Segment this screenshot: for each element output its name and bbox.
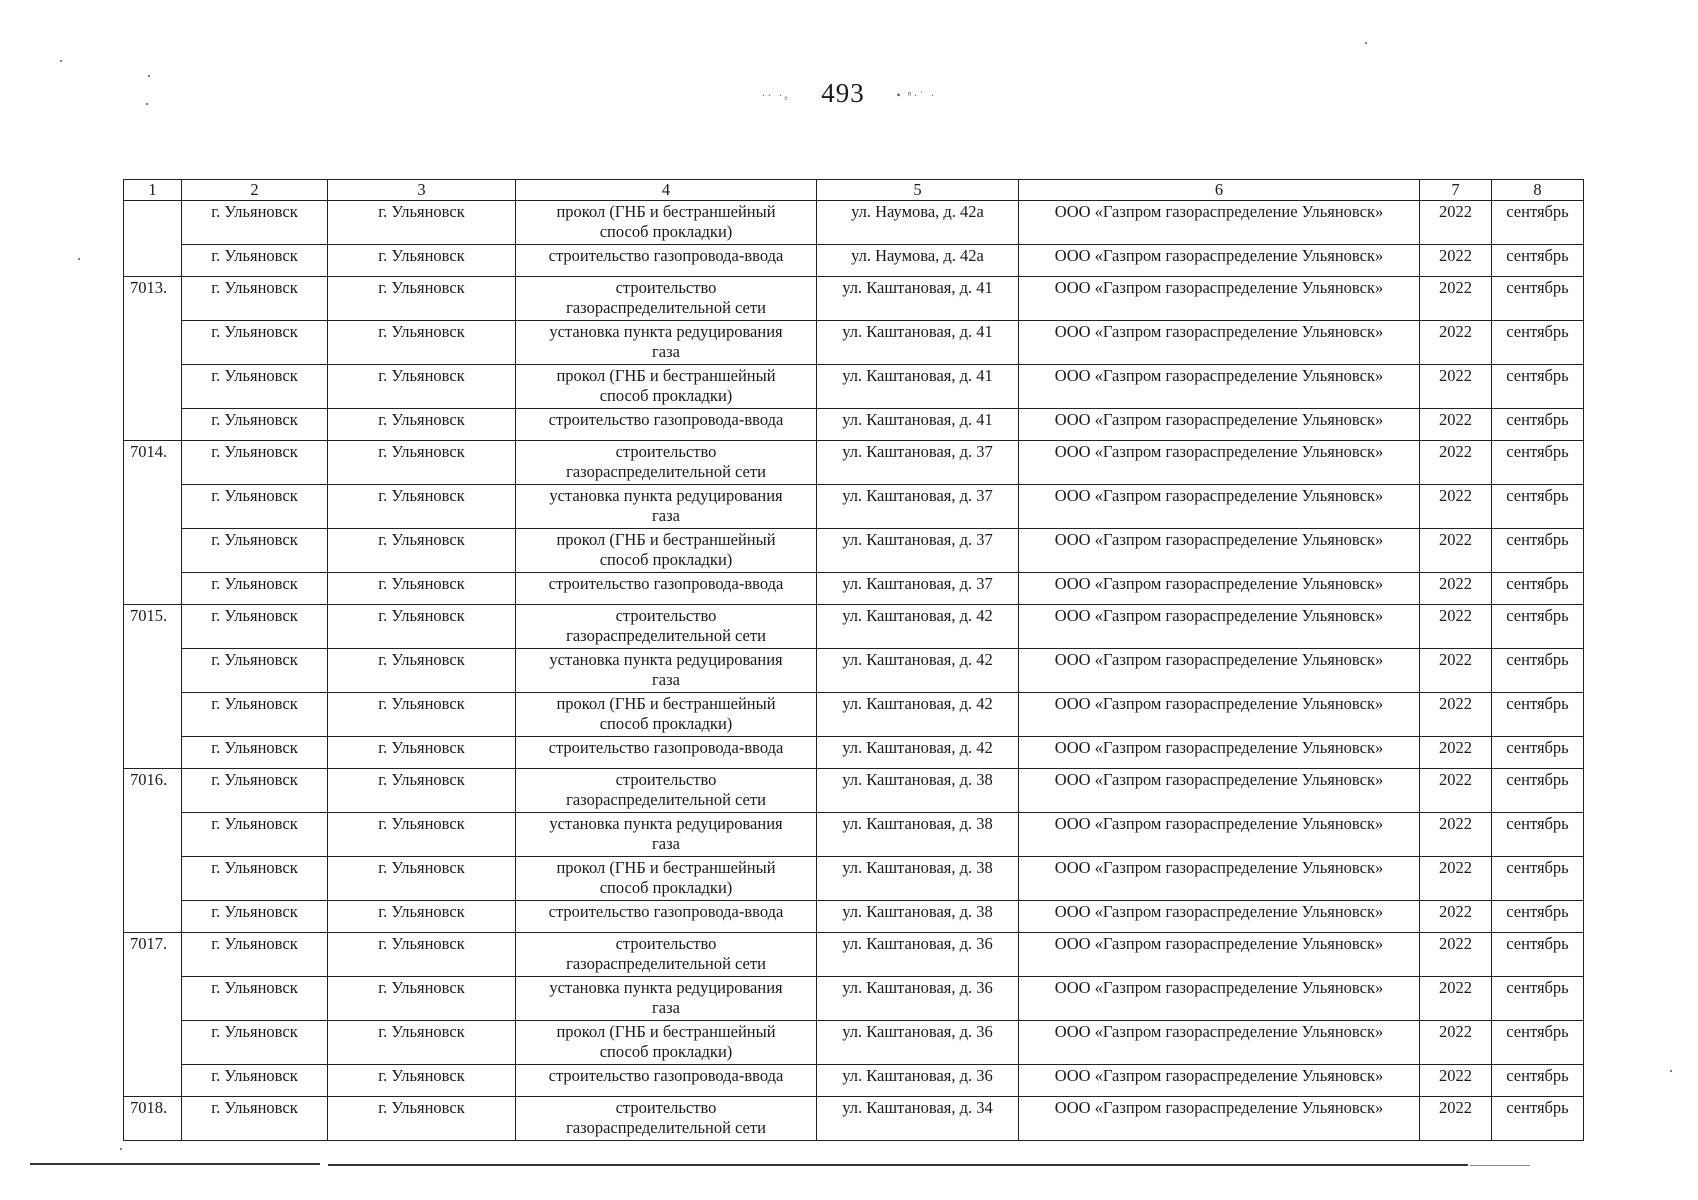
address-cell: ул. Наумова, д. 42а: [817, 245, 1019, 277]
table-row: [124, 977, 1584, 1021]
work-type-cell: прокол (ГНБ и бестраншейный способ прокладки): [516, 857, 817, 901]
district-cell: г. Ульяновск: [182, 977, 328, 1021]
year-cell: 2022: [1420, 409, 1492, 441]
table-row: [124, 409, 1584, 441]
year-cell: 2022: [1420, 737, 1492, 769]
month-cell: сентябрь: [1492, 857, 1584, 901]
district-cell: г. Ульяновск: [182, 485, 328, 529]
district-cell: г. Ульяновск: [182, 529, 328, 573]
registry-table: [123, 179, 1584, 1141]
organization-cell: ООО «Газпром газораспределение Ульяновск»: [1019, 605, 1420, 649]
locality-cell: г. Ульяновск: [328, 441, 516, 485]
address-cell: ул. Каштановая, д. 38: [817, 857, 1019, 901]
scan-speck: [146, 103, 148, 105]
work-type-cell: установка пункта редуцирования газа: [516, 813, 817, 857]
work-type-cell: строительство газораспределительной сети: [516, 769, 817, 813]
table-row: [124, 693, 1584, 737]
item-number-cell: 7017.: [124, 933, 182, 1097]
locality-cell: г. Ульяновск: [328, 977, 516, 1021]
table-row: [124, 573, 1584, 605]
work-type-cell: строительство газораспределительной сети: [516, 441, 817, 485]
month-cell: сентябрь: [1492, 277, 1584, 321]
year-cell: 2022: [1420, 857, 1492, 901]
header-row: [124, 180, 1584, 201]
address-cell: ул. Каштановая, д. 42: [817, 605, 1019, 649]
organization-cell: ООО «Газпром газораспределение Ульяновск»: [1019, 649, 1420, 693]
organization-cell: ООО «Газпром газораспределение Ульяновск»: [1019, 857, 1420, 901]
address-cell: ул. Каштановая, д. 36: [817, 977, 1019, 1021]
work-type-cell: строительство газораспределительной сети: [516, 605, 817, 649]
table-row: [124, 245, 1584, 277]
column-header: 8: [1492, 180, 1584, 201]
month-cell: сентябрь: [1492, 201, 1584, 245]
district-cell: г. Ульяновск: [182, 857, 328, 901]
scan-speck: [60, 60, 62, 62]
table-row: [124, 1097, 1584, 1141]
district-cell: г. Ульяновск: [182, 769, 328, 813]
month-cell: сентябрь: [1492, 605, 1584, 649]
work-type-cell: строительство газопровода-ввода: [516, 245, 817, 277]
organization-cell: ООО «Газпром газораспределение Ульяновск»: [1019, 485, 1420, 529]
work-type-cell: прокол (ГНБ и бестраншейный способ прокладки): [516, 201, 817, 245]
month-cell: сентябрь: [1492, 977, 1584, 1021]
work-type-cell: прокол (ГНБ и бестраншейный способ прокладки): [516, 693, 817, 737]
work-type-cell: строительство газопровода-ввода: [516, 409, 817, 441]
month-cell: сентябрь: [1492, 1097, 1584, 1141]
table-row: [124, 737, 1584, 769]
district-cell: г. Ульяновск: [182, 441, 328, 485]
district-cell: г. Ульяновск: [182, 201, 328, 245]
scan-border-line: [30, 1163, 320, 1165]
year-cell: 2022: [1420, 1065, 1492, 1097]
organization-cell: ООО «Газпром газораспределение Ульяновск»: [1019, 529, 1420, 573]
address-cell: ул. Каштановая, д. 37: [817, 573, 1019, 605]
work-type-cell: прокол (ГНБ и бестраншейный способ прокладки): [516, 529, 817, 573]
page-number: [0, 78, 1698, 109]
work-type-cell: установка пункта редуцирования газа: [516, 321, 817, 365]
district-cell: г. Ульяновск: [182, 1097, 328, 1141]
table-row: [124, 769, 1584, 813]
work-type-cell: строительство газораспределительной сети: [516, 1097, 817, 1141]
column-header: 5: [817, 180, 1019, 201]
year-cell: 2022: [1420, 1097, 1492, 1141]
district-cell: г. Ульяновск: [182, 605, 328, 649]
locality-cell: г. Ульяновск: [328, 901, 516, 933]
item-number-cell: 7014.: [124, 441, 182, 605]
scan-smudge-left: ·· ·ₑ: [761, 88, 790, 103]
organization-cell: ООО «Газпром газораспределение Ульяновск»: [1019, 901, 1420, 933]
locality-cell: г. Ульяновск: [328, 813, 516, 857]
year-cell: 2022: [1420, 201, 1492, 245]
month-cell: сентябрь: [1492, 649, 1584, 693]
year-cell: 2022: [1420, 693, 1492, 737]
month-cell: сентябрь: [1492, 441, 1584, 485]
locality-cell: г. Ульяновск: [328, 1065, 516, 1097]
organization-cell: ООО «Газпром газораспределение Ульяновск»: [1019, 1065, 1420, 1097]
organization-cell: ООО «Газпром газораспределение Ульяновск»: [1019, 409, 1420, 441]
scan-speck: [1365, 42, 1367, 44]
locality-cell: г. Ульяновск: [328, 409, 516, 441]
organization-cell: ООО «Газпром газораспределение Ульяновск»: [1019, 813, 1420, 857]
locality-cell: г. Ульяновск: [328, 573, 516, 605]
table-row: [124, 901, 1584, 933]
address-cell: ул. Каштановая, д. 42: [817, 649, 1019, 693]
work-type-cell: прокол (ГНБ и бестраншейный способ прокладки): [516, 365, 817, 409]
month-cell: сентябрь: [1492, 529, 1584, 573]
month-cell: сентябрь: [1492, 769, 1584, 813]
locality-cell: г. Ульяновск: [328, 737, 516, 769]
year-cell: 2022: [1420, 605, 1492, 649]
organization-cell: ООО «Газпром газораспределение Ульяновск»: [1019, 441, 1420, 485]
district-cell: г. Ульяновск: [182, 573, 328, 605]
year-cell: 2022: [1420, 441, 1492, 485]
table-row: [124, 441, 1584, 485]
table-row: [124, 365, 1584, 409]
table-row: [124, 277, 1584, 321]
locality-cell: г. Ульяновск: [328, 365, 516, 409]
locality-cell: г. Ульяновск: [328, 605, 516, 649]
locality-cell: г. Ульяновск: [328, 277, 516, 321]
organization-cell: ООО «Газпром газораспределение Ульяновск»: [1019, 1021, 1420, 1065]
locality-cell: г. Ульяновск: [328, 769, 516, 813]
work-type-cell: строительство газораспределительной сети: [516, 277, 817, 321]
table-row: [124, 813, 1584, 857]
district-cell: г. Ульяновск: [182, 321, 328, 365]
column-header: 4: [516, 180, 817, 201]
work-type-cell: установка пункта редуцирования газа: [516, 649, 817, 693]
year-cell: 2022: [1420, 813, 1492, 857]
month-cell: сентябрь: [1492, 901, 1584, 933]
year-cell: 2022: [1420, 649, 1492, 693]
work-type-cell: строительство газораспределительной сети: [516, 933, 817, 977]
item-number-cell: 7018.: [124, 1097, 182, 1141]
table-row: [124, 605, 1584, 649]
column-header: 3: [328, 180, 516, 201]
organization-cell: ООО «Газпром газораспределение Ульяновск»: [1019, 277, 1420, 321]
month-cell: сентябрь: [1492, 365, 1584, 409]
locality-cell: г. Ульяновск: [328, 529, 516, 573]
district-cell: г. Ульяновск: [182, 649, 328, 693]
address-cell: ул. Каштановая, д. 42: [817, 693, 1019, 737]
year-cell: 2022: [1420, 485, 1492, 529]
work-type-cell: строительство газопровода-ввода: [516, 1065, 817, 1097]
district-cell: г. Ульяновск: [182, 245, 328, 277]
organization-cell: ООО «Газпром газораспределение Ульяновск»: [1019, 693, 1420, 737]
year-cell: 2022: [1420, 277, 1492, 321]
year-cell: 2022: [1420, 901, 1492, 933]
locality-cell: г. Ульяновск: [328, 245, 516, 277]
address-cell: ул. Каштановая, д. 34: [817, 1097, 1019, 1141]
month-cell: сентябрь: [1492, 485, 1584, 529]
address-cell: ул. Каштановая, д. 42: [817, 737, 1019, 769]
table-row: [124, 321, 1584, 365]
address-cell: ул. Каштановая, д. 41: [817, 409, 1019, 441]
district-cell: г. Ульяновск: [182, 1065, 328, 1097]
locality-cell: г. Ульяновск: [328, 693, 516, 737]
district-cell: г. Ульяновск: [182, 813, 328, 857]
table-row: [124, 485, 1584, 529]
year-cell: 2022: [1420, 529, 1492, 573]
month-cell: сентябрь: [1492, 245, 1584, 277]
table-row: [124, 1021, 1584, 1065]
work-type-cell: установка пункта редуцирования газа: [516, 485, 817, 529]
year-cell: 2022: [1420, 365, 1492, 409]
organization-cell: ООО «Газпром газораспределение Ульяновск»: [1019, 573, 1420, 605]
item-number-cell: 7016.: [124, 769, 182, 933]
month-cell: сентябрь: [1492, 737, 1584, 769]
organization-cell: ООО «Газпром газораспределение Ульяновск»: [1019, 321, 1420, 365]
scan-speck: [148, 75, 150, 77]
address-cell: ул. Каштановая, д. 37: [817, 441, 1019, 485]
organization-cell: ООО «Газпром газораспределение Ульяновск»: [1019, 933, 1420, 977]
work-type-cell: строительство газопровода-ввода: [516, 737, 817, 769]
address-cell: ул. Каштановая, д. 41: [817, 277, 1019, 321]
locality-cell: г. Ульяновск: [328, 1097, 516, 1141]
address-cell: ул. Каштановая, д. 36: [817, 1021, 1019, 1065]
year-cell: 2022: [1420, 933, 1492, 977]
item-number-cell: [124, 201, 182, 277]
work-type-cell: прокол (ГНБ и бестраншейный способ прокладки): [516, 1021, 817, 1065]
district-cell: г. Ульяновск: [182, 901, 328, 933]
column-header: 6: [1019, 180, 1420, 201]
district-cell: г. Ульяновск: [182, 933, 328, 977]
year-cell: 2022: [1420, 769, 1492, 813]
column-header: 2: [182, 180, 328, 201]
item-number-cell: 7013.: [124, 277, 182, 441]
table-row: [124, 201, 1584, 245]
locality-cell: г. Ульяновск: [328, 201, 516, 245]
month-cell: сентябрь: [1492, 573, 1584, 605]
table-row: [124, 857, 1584, 901]
address-cell: ул. Наумова, д. 42а: [817, 201, 1019, 245]
address-cell: ул. Каштановая, д. 38: [817, 813, 1019, 857]
year-cell: 2022: [1420, 321, 1492, 365]
organization-cell: ООО «Газпром газораспределение Ульяновск»: [1019, 1097, 1420, 1141]
year-cell: 2022: [1420, 1021, 1492, 1065]
table-body: [124, 201, 1584, 1141]
district-cell: г. Ульяновск: [182, 409, 328, 441]
organization-cell: ООО «Газпром газораспределение Ульяновск»: [1019, 769, 1420, 813]
scan-speck: [120, 1148, 122, 1150]
column-header: 7: [1420, 180, 1492, 201]
locality-cell: г. Ульяновск: [328, 649, 516, 693]
district-cell: г. Ульяновск: [182, 1021, 328, 1065]
work-type-cell: установка пункта редуцирования газа: [516, 977, 817, 1021]
locality-cell: г. Ульяновск: [328, 321, 516, 365]
address-cell: ул. Каштановая, д. 38: [817, 769, 1019, 813]
month-cell: сентябрь: [1492, 933, 1584, 977]
locality-cell: г. Ульяновск: [328, 485, 516, 529]
scan-speck: [1670, 1070, 1672, 1072]
year-cell: 2022: [1420, 977, 1492, 1021]
scan-border-line: [1470, 1165, 1530, 1166]
locality-cell: г. Ульяновск: [328, 1021, 516, 1065]
locality-cell: г. Ульяновск: [328, 933, 516, 977]
work-type-cell: строительство газопровода-ввода: [516, 573, 817, 605]
locality-cell: г. Ульяновск: [328, 857, 516, 901]
page-number-value: 493: [821, 78, 865, 108]
scan-speck: [78, 258, 80, 260]
district-cell: г. Ульяновск: [182, 365, 328, 409]
month-cell: сентябрь: [1492, 321, 1584, 365]
month-cell: сентябрь: [1492, 693, 1584, 737]
scan-border-line: [328, 1164, 1468, 1166]
organization-cell: ООО «Газпром газораспределение Ульяновск»: [1019, 365, 1420, 409]
organization-cell: ООО «Газпром газораспределение Ульяновск»: [1019, 201, 1420, 245]
organization-cell: ООО «Газпром газораспределение Ульяновск»: [1019, 977, 1420, 1021]
year-cell: 2022: [1420, 245, 1492, 277]
district-cell: г. Ульяновск: [182, 277, 328, 321]
month-cell: сентябрь: [1492, 813, 1584, 857]
table-row: [124, 933, 1584, 977]
month-cell: сентябрь: [1492, 1065, 1584, 1097]
address-cell: ул. Каштановая, д. 36: [817, 1065, 1019, 1097]
address-cell: ул. Каштановая, д. 38: [817, 901, 1019, 933]
table-row: [124, 1065, 1584, 1097]
table-row: [124, 649, 1584, 693]
address-cell: ул. Каштановая, д. 37: [817, 529, 1019, 573]
organization-cell: ООО «Газпром газораспределение Ульяновск»: [1019, 737, 1420, 769]
month-cell: сентябрь: [1492, 1021, 1584, 1065]
work-type-cell: строительство газопровода-ввода: [516, 901, 817, 933]
district-cell: г. Ульяновск: [182, 693, 328, 737]
month-cell: сентябрь: [1492, 409, 1584, 441]
item-number-cell: 7015.: [124, 605, 182, 769]
column-header: 1: [124, 180, 182, 201]
table-row: [124, 529, 1584, 573]
address-cell: ул. Каштановая, д. 37: [817, 485, 1019, 529]
district-cell: г. Ульяновск: [182, 737, 328, 769]
address-cell: ул. Каштановая, д. 41: [817, 365, 1019, 409]
address-cell: ул. Каштановая, д. 41: [817, 321, 1019, 365]
organization-cell: ООО «Газпром газораспределение Ульяновск»: [1019, 245, 1420, 277]
scan-smudge-right: • ⁿ·˙ ·: [896, 88, 937, 103]
year-cell: 2022: [1420, 573, 1492, 605]
address-cell: ул. Каштановая, д. 36: [817, 933, 1019, 977]
